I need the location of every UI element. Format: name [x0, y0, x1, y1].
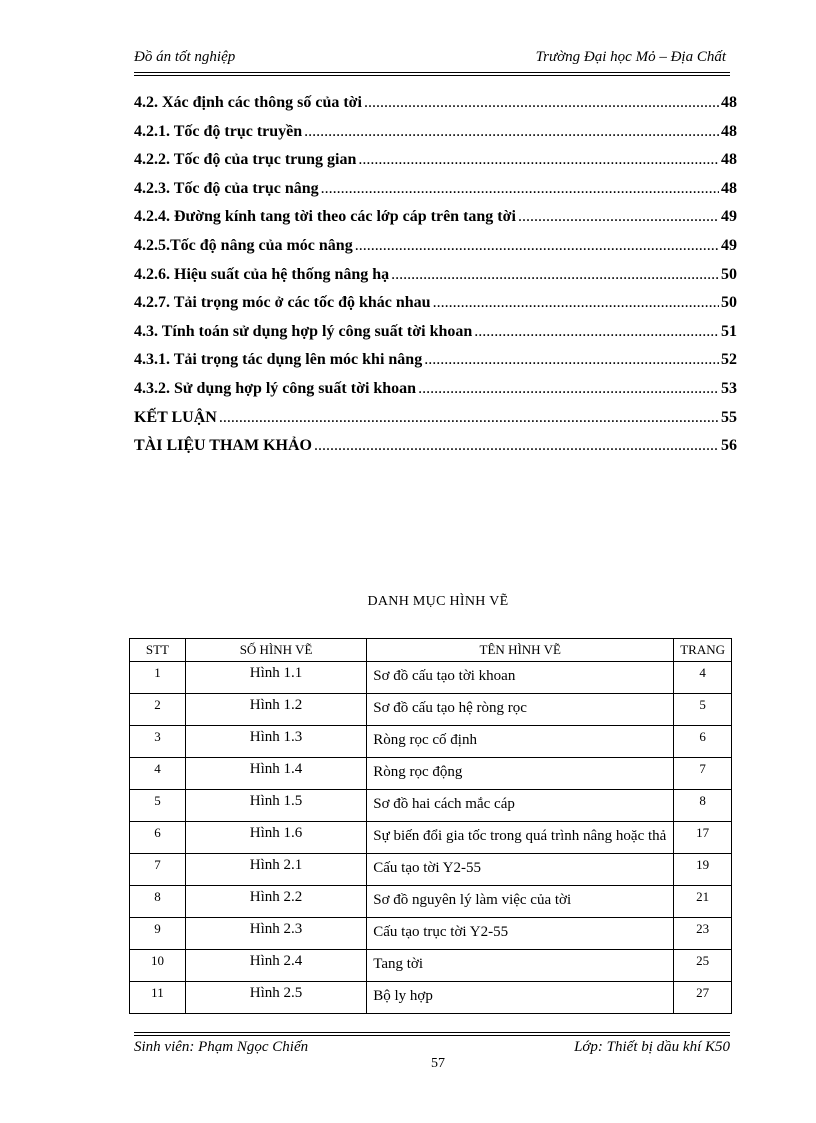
toc-entry — [134, 208, 737, 237]
table-row — [130, 918, 732, 950]
toc-entry-title: 4.2.4. Đường kính tang tời theo các lớp cáp trên tang tời — [134, 208, 516, 226]
cell-page: 21 — [674, 886, 732, 918]
cell-page: 23 — [674, 918, 732, 950]
table-of-contents — [134, 94, 737, 466]
toc-entry — [134, 266, 737, 295]
toc-entry — [134, 409, 737, 438]
cell-figure-name: Ròng rọc cố định — [367, 726, 674, 758]
cell-figure-name: Sơ đồ nguyên lý làm việc của tời — [367, 886, 674, 918]
figure-list-title: DANH MỤC HÌNH VẼ — [367, 594, 509, 609]
cell-figure-number: Hình 1.1 — [185, 662, 366, 694]
toc-entry-title: 4.2.1. Tốc độ trục truyền — [134, 122, 303, 140]
toc-entry — [134, 123, 737, 152]
column-header-page: TRANG — [674, 639, 732, 662]
toc-leader — [314, 437, 719, 455]
cell-stt: 7 — [130, 854, 186, 886]
table-row — [130, 694, 732, 726]
toc-entry-page: 51 — [721, 322, 737, 340]
toc-entry-title: 4.2.5.Tốc độ nâng của móc nâng — [134, 236, 353, 254]
cell-page: 25 — [674, 950, 732, 982]
toc-entry-page: 50 — [721, 294, 737, 312]
toc-entry-title: TÀI LIỆU THAM KHẢO — [134, 437, 312, 455]
toc-leader — [364, 94, 719, 112]
footer-divider — [134, 1032, 730, 1036]
toc-leader — [304, 123, 719, 141]
toc-entry — [134, 180, 737, 209]
table-row — [130, 982, 732, 1014]
cell-figure-number: Hình 1.3 — [185, 726, 366, 758]
toc-entry — [134, 294, 737, 323]
cell-stt: 1 — [130, 662, 186, 694]
toc-entry — [134, 351, 737, 380]
toc-entry-page: 55 — [721, 408, 737, 426]
toc-entry-page: 48 — [721, 151, 737, 169]
table-row — [130, 950, 732, 982]
cell-figure-number: Hình 2.4 — [185, 950, 366, 982]
cell-figure-name: Bộ ly hợp — [367, 982, 674, 1014]
toc-leader — [433, 294, 719, 312]
toc-entry-title: 4.2.6. Hiệu suất của hệ thống nâng hạ — [134, 265, 390, 283]
cell-figure-name: Ròng rọc động — [367, 758, 674, 790]
toc-entry-title: 4.3.1. Tải trọng tác dụng lên móc khi nâng — [134, 351, 423, 369]
cell-figure-name: Cấu tạo tời Y2-55 — [367, 854, 674, 886]
toc-entry-page: 49 — [721, 236, 737, 254]
toc-entry-page: 56 — [721, 437, 737, 455]
toc-entry-title: 4.2.2. Tốc độ của trục trung gian — [134, 151, 357, 169]
cell-figure-name: Tang tời — [367, 950, 674, 982]
column-header-figure-name: TÊN HÌNH VẼ — [367, 639, 674, 662]
cell-stt: 4 — [130, 758, 186, 790]
toc-entry-title: 4.2. Xác định các thông số của tời — [134, 94, 362, 111]
cell-figure-number: Hình 2.3 — [185, 918, 366, 950]
cell-stt: 8 — [130, 886, 186, 918]
cell-page: 5 — [674, 694, 732, 726]
cell-stt: 10 — [130, 950, 186, 982]
footer-student: Sinh viên: Phạm Ngọc Chiến — [134, 1039, 309, 1055]
toc-entry — [134, 380, 737, 409]
table-row — [130, 726, 732, 758]
toc-leader — [219, 409, 719, 427]
cell-stt: 3 — [130, 726, 186, 758]
figure-list-table — [129, 638, 732, 1014]
page-number: 57 — [431, 1056, 445, 1071]
toc-leader — [321, 180, 719, 198]
toc-leader — [418, 380, 719, 398]
toc-entry-page: 50 — [721, 265, 737, 283]
cell-figure-number: Hình 1.2 — [185, 694, 366, 726]
cell-page: 7 — [674, 758, 732, 790]
toc-entry-title: 4.2.3. Tốc độ của trục nâng — [134, 179, 319, 197]
cell-stt: 11 — [130, 982, 186, 1014]
cell-figure-number: Hình 1.6 — [185, 822, 366, 854]
cell-figure-name: Cấu tạo trục tời Y2-55 — [367, 918, 674, 950]
cell-figure-number: Hình 1.5 — [185, 790, 366, 822]
cell-figure-name: Sơ đồ hai cách mắc cáp — [367, 790, 674, 822]
toc-leader — [518, 208, 719, 226]
header-divider — [134, 72, 730, 76]
toc-entry — [134, 237, 737, 266]
footer-class: Lớp: Thiết bị dầu khí K50 — [574, 1039, 730, 1055]
toc-entry-page: 48 — [721, 179, 737, 197]
toc-entry-title: 4.3. Tính toán sử dụng hợp lý công suất tời khoan — [134, 322, 473, 340]
toc-leader — [358, 151, 719, 169]
cell-stt: 5 — [130, 790, 186, 822]
cell-figure-number: Hình 2.2 — [185, 886, 366, 918]
toc-entry — [134, 437, 737, 466]
cell-figure-number: Hình 2.5 — [185, 982, 366, 1014]
table-row — [130, 854, 732, 886]
cell-page: 4 — [674, 662, 732, 694]
toc-leader — [355, 237, 719, 255]
column-header-stt: STT — [130, 639, 186, 662]
page-header — [134, 46, 726, 68]
toc-leader — [424, 351, 719, 369]
table-header-row — [130, 639, 732, 662]
cell-page: 27 — [674, 982, 732, 1014]
cell-stt: 9 — [130, 918, 186, 950]
table-row — [130, 758, 732, 790]
toc-entry-title: KẾT LUẬN — [134, 408, 217, 426]
table-row — [130, 886, 732, 918]
cell-page: 8 — [674, 790, 732, 822]
header-thesis-label: Đồ án tốt nghiệp — [134, 49, 236, 65]
toc-entry-title: 4.2.7. Tải trọng móc ở các tốc độ khác nhau — [134, 294, 431, 312]
cell-page: 17 — [674, 822, 732, 854]
column-header-figure-number: SỐ HÌNH VẼ — [185, 639, 366, 662]
toc-leader — [474, 323, 719, 341]
cell-stt: 6 — [130, 822, 186, 854]
toc-leader — [391, 266, 719, 284]
toc-entry-page: 52 — [721, 351, 737, 369]
cell-figure-number: Hình 1.4 — [185, 758, 366, 790]
cell-figure-name: Sơ đồ cấu tạo hệ ròng rọc — [367, 694, 674, 726]
toc-entry-page: 48 — [721, 94, 737, 111]
toc-entry-page: 53 — [721, 379, 737, 397]
cell-page: 19 — [674, 854, 732, 886]
cell-figure-name: Sự biến đổi gia tốc trong quá trình nâng hoặc thả — [367, 822, 674, 854]
cell-figure-number: Hình 2.1 — [185, 854, 366, 886]
toc-entry-title: 4.3.2. Sử dụng hợp lý công suất tời khoan — [134, 379, 417, 397]
header-university: Trường Đại học Mỏ – Địa Chất — [535, 49, 726, 65]
cell-page: 6 — [674, 726, 732, 758]
table-row — [130, 822, 732, 854]
toc-entry — [134, 151, 737, 180]
toc-entry — [134, 323, 737, 352]
toc-entry-page: 48 — [721, 122, 737, 140]
cell-figure-name: Sơ đồ cấu tạo tời khoan — [367, 662, 674, 694]
toc-entry-page: 49 — [721, 208, 737, 226]
table-row — [130, 662, 732, 694]
table-row — [130, 790, 732, 822]
toc-entry — [134, 94, 737, 123]
cell-stt: 2 — [130, 694, 186, 726]
